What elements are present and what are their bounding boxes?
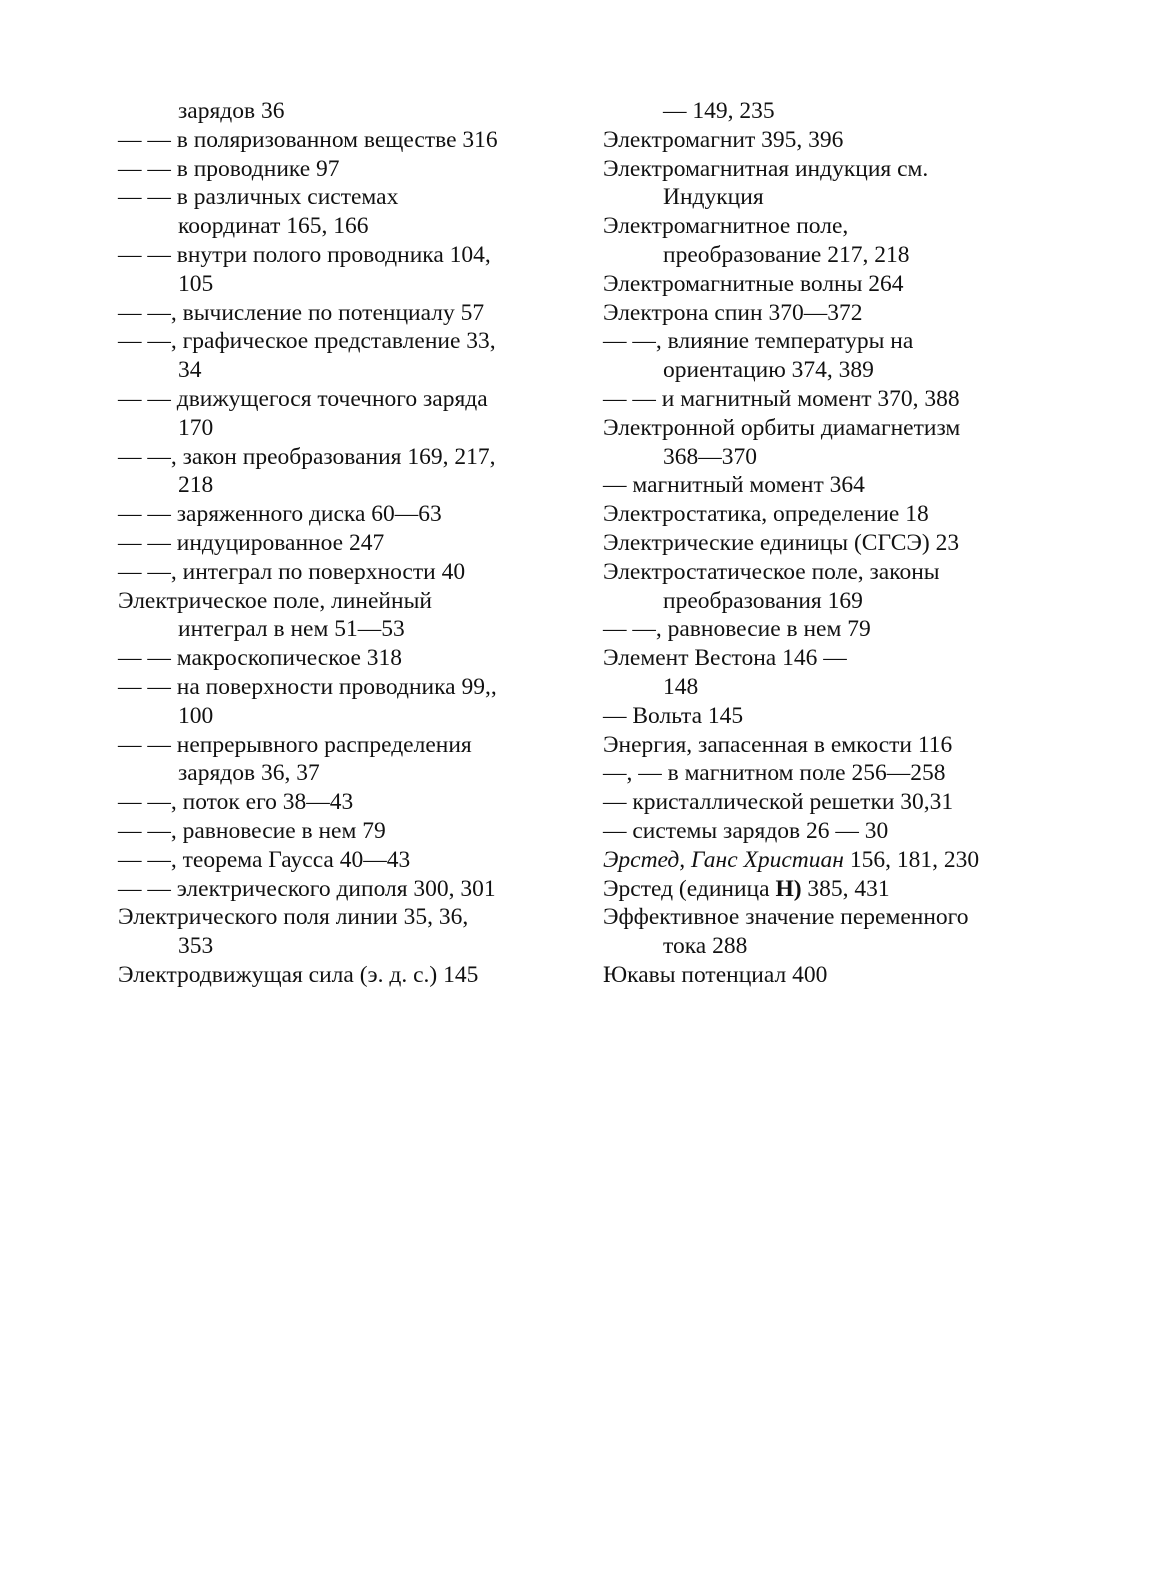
entry-pages: 385, 431 <box>801 875 890 902</box>
index-entry: — —, интеграл по поверхности 40 <box>118 558 466 585</box>
index-entry: Электромагнитная индукция см. <box>603 155 929 182</box>
index-entry: Электрическое поле, линейный <box>118 587 432 614</box>
entry-name-italic: Эрстед, Ганс Христиан <box>603 846 844 873</box>
index-entry: интеграл в нем 51—53 <box>178 616 405 643</box>
index-entry: 34 <box>178 357 202 384</box>
index-entry: 148 <box>663 673 699 700</box>
index-entry: — —, влияние температуры на <box>603 328 914 355</box>
index-entry: 170 <box>178 414 214 441</box>
index-entry: Эффективное значение переменного <box>603 904 969 931</box>
index-entry: Энергия, запасенная в емкости 116 <box>603 731 953 758</box>
index-entry: — — внутри полого проводника 104, <box>118 241 491 268</box>
index-entry: — —, теорема Гаусса 40—43 <box>118 846 411 873</box>
index-entry: тока 288 <box>663 933 748 960</box>
index-entry: — — заряженного диска 60—63 <box>118 501 442 528</box>
index-entry: зарядов 36 <box>178 98 285 124</box>
index-column-left <box>118 97 558 990</box>
index-entry: — — макроскопическое 318 <box>118 645 403 672</box>
index-entry: — Вольта 145 <box>603 702 744 729</box>
index-entry: — магнитный момент 364 <box>603 472 865 499</box>
index-entry: —, — в магнитном поле 256—258 <box>603 760 946 787</box>
index-entry: — — непрерывного распределения <box>118 731 472 758</box>
index-entry: — 149, 235 <box>663 98 775 124</box>
index-entry-oersted-unit <box>603 875 1123 904</box>
index-entry: — системы зарядов 26 — 30 <box>603 817 889 844</box>
index-entry: преобразование 217, 218 <box>663 241 910 268</box>
index-entry: координат 165, 166 <box>178 213 369 240</box>
index-entry: Электростатика, определение 18 <box>603 501 929 528</box>
index-entry: — — на поверхности проводника 99,, <box>118 673 497 700</box>
index-entry: — — движущегося точечного заряда <box>118 385 488 412</box>
index-entry: — — индуцированное 247 <box>118 529 385 556</box>
index-entry: — кристаллической решетки 30,31 <box>603 789 954 816</box>
index-entry: 105 <box>178 270 214 297</box>
entry-symbol-bold: Н) <box>775 875 802 902</box>
index-entry: 368—370 <box>663 443 757 470</box>
entry-name: Эрстед (единица <box>603 875 776 902</box>
index-entry: Электрона спин 370—372 <box>603 299 863 326</box>
index-entry: — — в различных системах <box>118 184 399 211</box>
index-entry: Элемент Вестона 146 — <box>603 645 847 672</box>
index-entry: Электронной орбиты диамагнетизм <box>603 414 961 441</box>
index-entry: Электромагнитные волны 264 <box>603 270 904 297</box>
index-entry: Электромагнит 395, 396 <box>603 126 844 153</box>
index-entry-oersted-person <box>603 846 1123 875</box>
index-entry: Юкавы потенциал 400 <box>603 961 828 988</box>
index-entry: 353 <box>178 933 214 960</box>
index-entry: — —, вычисление по потенциалу 57 <box>118 299 485 326</box>
index-column-right <box>603 97 1123 990</box>
index-entry: — — и магнитный момент 370, 388 <box>603 385 960 412</box>
index-entry: 100 <box>178 702 214 729</box>
entry-pages: 156, 181, 230 <box>843 846 980 873</box>
index-entry: — — электрического диполя 300, 301 <box>118 875 496 902</box>
index-entry: — — в поляризованном веществе 316 <box>118 126 498 153</box>
index-entry: Индукция <box>663 184 764 211</box>
index-entry: Электромагнитное поле, <box>603 213 849 240</box>
index-entry: — —, поток его 38—43 <box>118 789 354 816</box>
index-entry: ориентацию 374, 389 <box>663 357 874 384</box>
index-entry: — —, равновесие в нем 79 <box>603 616 871 643</box>
index-entry: Электростатическое поле, законы <box>603 558 940 585</box>
index-entry: — —, закон преобразования 169, 217, <box>118 443 496 470</box>
index-entry: 218 <box>178 472 214 499</box>
index-entry: преобразования 169 <box>663 587 863 614</box>
index-entry: Электрического поля линии 35, 36, <box>118 904 469 931</box>
index-entry: — —, равновесие в нем 79 <box>118 817 386 844</box>
index-entry: Электродвижущая сила (э. д. с.) 145 <box>118 961 479 988</box>
index-entry: Электрические единицы (СГСЭ) 23 <box>603 529 960 556</box>
index-entry: — —, графическое представление 33, <box>118 328 496 355</box>
index-entry: — — в проводнике 97 <box>118 155 340 182</box>
index-entry: зарядов 36, 37 <box>178 760 320 787</box>
